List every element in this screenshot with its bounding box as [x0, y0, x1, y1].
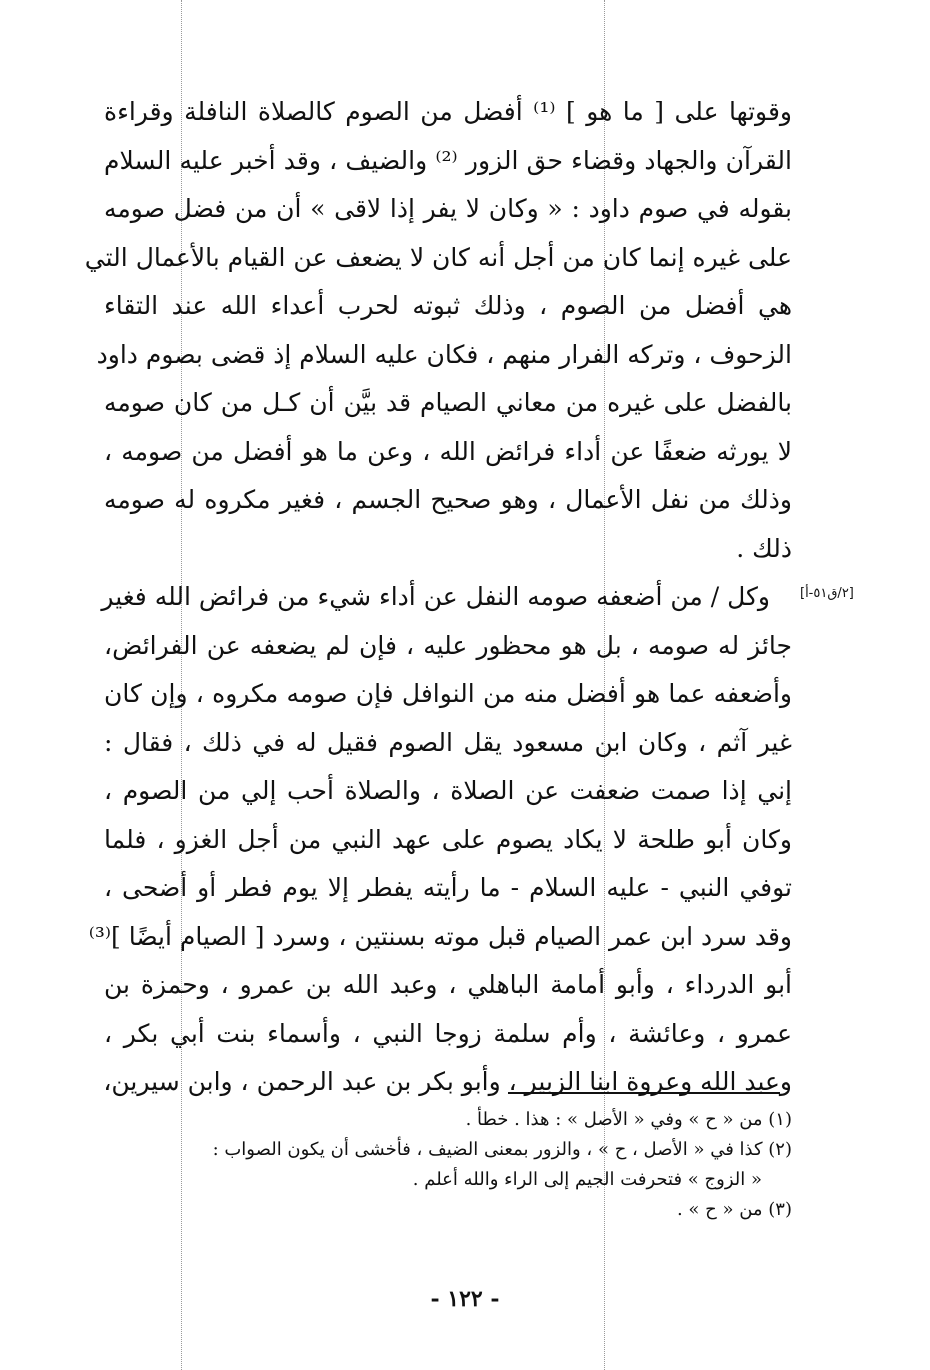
footnote: (١) من « ح » وفي « الأصل » : هذا . خطأ .	[465, 1109, 792, 1130]
footnote: (٢) كذا في « الأصل ، ح » ، والزور بمعنى الضيف ، فأخشى أن يكون الصواب :	[212, 1139, 792, 1160]
text-line: الزحوف ، وتركه الفرار منهم ، فكان عليه السلام إذ قضى بصوم داود	[96, 339, 792, 369]
manuscript-folio-reference: [٢/ق٥١-أ]	[800, 586, 854, 601]
footnote: (٣) من « ح » .	[676, 1199, 792, 1220]
text-line: أبو الدرداء ، وأبو أمامة الباهلي ، وعبد الله بن عمرو ، وحمزة بن	[104, 970, 792, 999]
text-line: وقوتها على [ ما هو ] ⁽¹⁾ أفضل من الصوم كالصلاة النافلة وقراءة	[104, 97, 792, 126]
text-line: عمرو ، وعائشة ، وأم سلمة زوجا النبي ، وأسماء بنت أبي بكر ،	[104, 1018, 792, 1048]
paragraph-1	[84, 88, 792, 573]
footnotes	[104, 1105, 792, 1225]
text-line: بالفضل على غيره من معاني الصيام قد بيَّن أن كـل من كان صومه	[104, 388, 792, 417]
text-line: وأضعفه عما هو أفضل منه من النوافل فإن صومه مكروه ، وإن كان	[104, 679, 792, 708]
text-line: لا يورثه ضعفًا عن أداء فرائض الله ، وعن ما هو أفضل من صومه ،	[104, 436, 792, 466]
text-line: إني إذا صمت ضعفت عن الصلاة ، والصلاة أحب إلي من الصوم ،	[104, 776, 792, 805]
text-line: وكان أبو طلحة لا يكاد يصوم على عهد النبي من أجل الغزو ، فلما	[104, 824, 792, 854]
text-line: بقوله في صوم داود : « وكان لا يفر إذا لاقى » أن من فضل صومه	[104, 194, 792, 223]
text-line: وذلك من نفل الأعمال ، وهو صحيح الجسم ، فغير مكروه له صومه	[104, 485, 792, 514]
text-line: هي أفضل من الصوم ، وذلك ثبوته لحرب أعداء الله عند التقاء	[104, 291, 792, 320]
footnote-continuation: « الزوج » فتحرفت الجيم إلى الراء والله أعلم .	[412, 1169, 762, 1190]
text-line: على غيره إنما كان من أجل أنه كان لا يضعف عن القيام بالأعمال التي	[84, 242, 792, 272]
text-line: وعبد الله وعروة ابنا الزبير ، وأبو بكر بن عبد الرحمن ، وابن سيرين،	[103, 1067, 792, 1096]
text-line: غير آثم ، وكان ابن مسعود يقل الصوم فقيل له في ذلك ، فقال :	[104, 727, 792, 757]
text-line: القرآن والجهاد وقضاء حق الزور ⁽²⁾ والضيف ، وقد أخبر عليه السلام	[104, 145, 792, 175]
text-line: جائز له صومه ، بل هو محظور عليه ، فإن لم يضعفه عن الفرائض،	[104, 630, 792, 660]
text-line: ذلك .	[736, 533, 792, 563]
text-line: وكل / من أضعفه صومه النفل عن أداء شيء من فرائض الله فغير	[101, 582, 770, 611]
paragraph-2	[88, 573, 792, 1107]
text-line: وقد سرد ابن عمر الصيام قبل موته بسنتين ، وسرد [ الصيام أيضًا ]⁽³⁾	[88, 921, 792, 951]
text-line: توفي النبي - عليه السلام - ما رأيته يفطر إلا يوم فطر أو أضحى ،	[104, 873, 792, 902]
footnote-separator	[508, 1092, 780, 1094]
page-number: - ١٢٢ -	[430, 1286, 500, 1312]
